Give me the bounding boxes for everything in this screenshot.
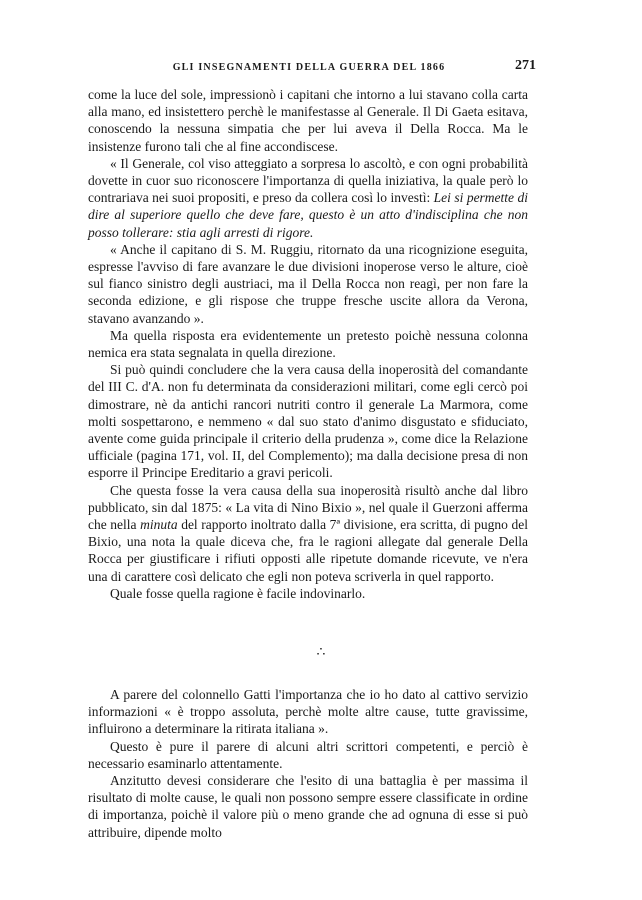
paragraph-pretext: Ma quella risposta era evidentemente un pretesto poichè nessuna colonna nemica era stata segnalata in quella direzione. [88,327,528,361]
paragraph-conclusion: Si può quindi concludere che la vera causa della inoperosità del comandante del III C. d'A. non fu determinata da considerazioni militari, come egli cercò poi dimostrare, nè da antichi rancori nutriti contro il generale La Marmora, come molti sospettarono, e nemmeno « dal suo stato d'animo disgustato e sfiduciato, avente come guida principale il criterio della prudenza », come dice la Relazione ufficiale (pagina 171, vol. II, del Complemento); ma dalla decisione presa di non esporre il Principe Ereditario a gravi pericoli. [88,362,528,481]
quoted-rebuke: Lei si permette di dire al superiore quello che deve fare, questo è un atto d'indisciplina che non posso tollerare: stia agli arresti di rigore. [88,190,528,240]
paragraph-text: del rapporto inoltrato dalla 7ª divisione, era scritta, di pugno del Bixio, una nota la quale diceva che, fra le ragioni allegate dal generale Della Rocca per giustificare i rifiuti opposti alle ripetute domande ricevute, ve n'era una di carattere così delicato che egli non poteva scriverla in quel rapporto. [88,517,528,584]
paragraph-gatti: A parere del colonnello Gatti l'importanza che io ho dato al cattivo servizio informazioni « è troppo assoluta, perchè molte altre cause, tutte gravissime, influirono a determinare la ritirata italiana ». [88,687,528,737]
running-title: GLI INSEGNAMENTI DELLA GUERRA DEL 1866 [172,62,446,73]
main-text [88,86,528,602]
page-number: 271 [515,58,536,73]
paragraph-bixio [88,482,528,585]
paragraph-general-reaction [88,155,528,241]
asterism-divider: ∴ [316,645,326,660]
paragraph-text: « Il Generale, col viso atteggiato a sorpresa lo ascoltò, e con ogni probabilità dovette in cuor suo riconoscere l'importanza di quella iniziativa, la quale però lo contrariava nei suoi propositi, e preso da collera così lo investì: [88,155,528,206]
paragraph-reason: Quale fosse quella ragione è facile indovinarlo. [110,585,366,601]
paragraph-text: Che questa fosse la vera causa della sua inoperosità risultò anche dal libro pubblicato, sin dal 1875: « La vita di Nino Bixio », nel quale il Guerzoni afferma che nella [88,482,528,533]
paragraph-battle-causes: Anzitutto devesi considerare che l'esito di una battaglia è per massima il risultato di molte cause, le quali non possono sempre essere classificate in ordine di importanza, poichè il valore più o meno grande che ad ognuna di esse si può attribuire, dipende molto [88,773,528,840]
main-text-section-2 [88,686,528,841]
paragraph-ruggiu: « Anche il capitano di S. M. Ruggiu, ritornato da una ricognizione eseguita, espresse l'avviso di fare avanzare le due divisioni inoperose verso le alture, cioè sul fianco sinistro degli austriaci, ma il Della Rocca non reagì, per non fare la seconda edizione, e gli rispose che truppe fresche uscite allora da Verona, stavano avanzando ». [88,241,528,326]
paragraph-other-writers: Questo è pure il parere di alcuni altri scrittori competenti, e perciò è necessario esaminarlo attentamente. [88,738,528,771]
emphasis-minuta: minuta [140,517,178,533]
paragraph-continuation: come la luce del sole, impressionò i capitani che intorno a lui stavano colla carta alla mano, ed insistettero perchè le manifestasse al Generale. Il Di Gaeta esitava, conoscendo la nessuna simpatia che per lui aveva il Della Rocca. Ma le insistenze furono tali che al fine accondiscese. [88,87,528,154]
